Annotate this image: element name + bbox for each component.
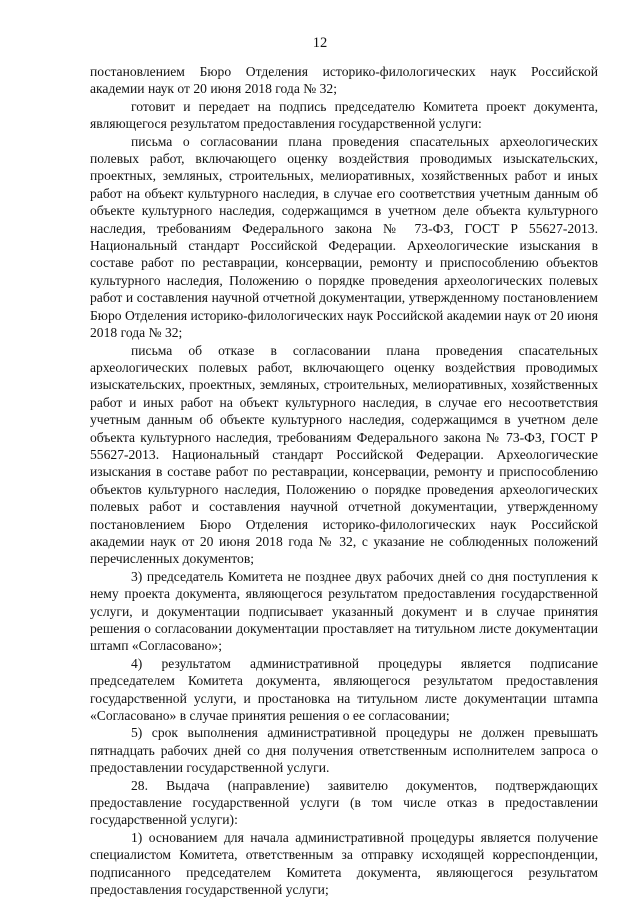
paragraph: готовит и передает на подпись председателю Комитета проект документа, являющегося результатом предоставления государственной услуги:	[90, 98, 598, 132]
paragraph: 5) срок выполнения административной процедуры не должен превышать пятнадцать рабочих дней со дня получения ответственным исполнителем запроса о предоставлении государственной услуги.	[90, 725, 598, 776]
paragraph: письма о согласовании плана проведения спасательных археологических полевых работ, включающего оценку воздействия проводимых изыскательских, проектных, земляных, строительных, мелиоративных, хозяйственных работ и иных работ на объект культурного наследия, в случае его соответствия учетным данным об объекте культурного наследия, содержащимся в учетном деле объекта культурного наследия, требованиям Федерального закона № 73-ФЗ, ГОСТ Р 55627-2013. Национальный стандарт Российской Федерации. Археологические изыскания в составе работ по реставрации, консервации, ремонту и приспособлению объектов культурного наследия, Положению о порядке проведения археологических полевых работ и составления научной отчетной документации, утвержденному постановлением Бюро Отделения историко-филологических наук Российской академии наук от 20 июня 2018 года № 32;	[90, 133, 599, 341]
page-number: 12	[312, 35, 328, 51]
paragraph: письма об отказе в согласовании плана проведения спасательных археологических полевых работ, включающего оценку воздействия проводимых изыскательских, проектных, земляных, строительных, мелиоративных, хозяйственных работ и иных работ на объект культурного наследия, в случае его несоответствия учетным данным об объекте культурного наследия, содержащимся в учетном деле объекта культурного наследия, требованиям Федерального закона № 73-ФЗ, ГОСТ Р 55627-2013. Национальный стандарт Российской Федерации. Археологические изыскания в составе работ по реставрации, консервации, ремонту и приспособлению объектов культурного наследия, Положению о порядке проведения археологических полевых работ и составления научной отчетной документации, утвержденному постановлением Бюро Отделения историко-филологических наук Российской академии наук от 20 июня 2018 года № 32, с указание не соблюденных положений перечисленных документов;	[90, 342, 598, 567]
paragraph: 28. Выдача (направление) заявителю документов, подтверждающих предоставление государственной услуги (в том числе отказ в предоставлении государственной услуги):	[90, 777, 598, 828]
paragraph: 1) основанием для начала административной процедуры является получение специалистом Комитета, ответственным за отправку исходящей корреспонденции, подписанного председателем Комитета документа, являющегося результатом предоставления государственной услуги;	[90, 829, 598, 898]
document-body	[90, 63, 598, 899]
paragraph: 4) результатом административной процедуры является подписание председателем Комитета документа, являющегося результатом предоставления государственной услуги, и простановка на титульном листе документации штампа «Согласовано» в случае принятия решения о ее согласовании;	[90, 655, 598, 724]
paragraph: 3) председатель Комитета не позднее двух рабочих дней со дня поступления к нему проекта документа, являющегося результатом предоставления государственной услуги, и документации подписывает указанный документ и в случае принятия решения о согласовании документации проставляет на титульном листе документации штамп «Согласовано»;	[90, 568, 598, 654]
paragraph: постановлением Бюро Отделения историко-филологических наук Российской академии наук от 20 июня 2018 года № 32;	[90, 64, 598, 97]
